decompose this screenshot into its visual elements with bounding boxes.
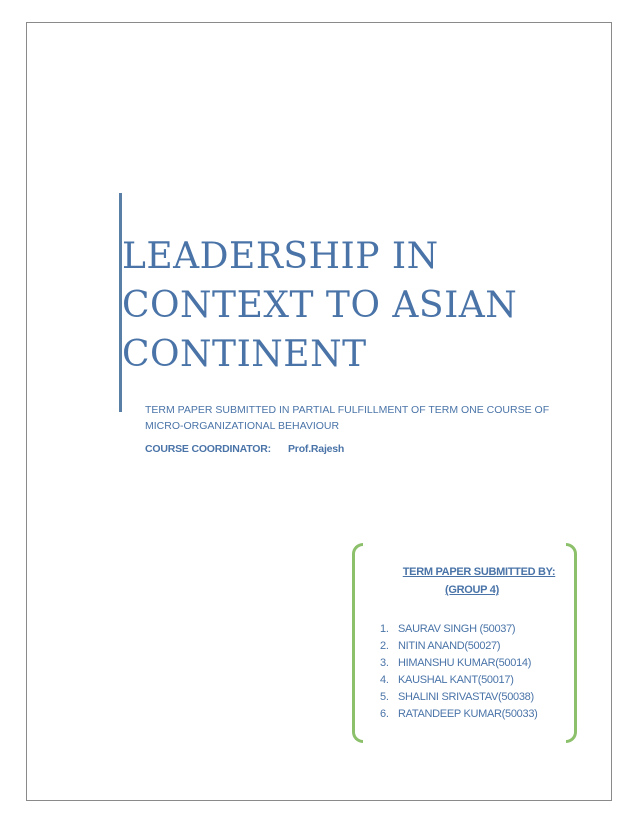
list-number: 4. xyxy=(380,674,389,686)
list-item xyxy=(366,689,564,706)
group-label: (GROUP 4) xyxy=(445,584,499,596)
list-item xyxy=(366,706,564,723)
left-bracket xyxy=(352,543,363,743)
subtitle-line-2: MICRO-ORGANIZATIONAL BEHAVIOUR xyxy=(145,420,340,432)
submitted-by-heading xyxy=(366,563,564,599)
subtitle-line-1: TERM PAPER SUBMITTED IN PARTIAL FULFILLMENT OF TERM ONE COURSE OF xyxy=(145,404,550,416)
member-name: SHALINI SRIVASTAV(50038) xyxy=(398,691,534,703)
list-number: 2. xyxy=(380,640,389,652)
list-item xyxy=(366,672,564,689)
coordinator-name: Prof.Rajesh xyxy=(288,443,345,455)
member-name: RATANDEEP KUMAR(50033) xyxy=(398,708,538,720)
submitted-by-heading-line-1: TERM PAPER SUBMITTED BY: xyxy=(402,566,556,578)
member-name: KAUSHAL KANT(50017) xyxy=(398,674,514,686)
right-bracket xyxy=(566,543,577,743)
list-item xyxy=(366,638,564,655)
title-line-2: CONTEXT TO ASIAN xyxy=(122,285,518,326)
member-name: SAURAV SINGH (50037) xyxy=(398,623,516,635)
submitted-by-box xyxy=(366,563,564,723)
member-name: NITIN ANAND(50027) xyxy=(398,640,501,652)
member-name: HIMANSHU KUMAR(50014) xyxy=(398,657,532,669)
list-item xyxy=(366,655,564,672)
coordinator-label: COURSE COORDINATOR: xyxy=(145,443,271,455)
list-number: 3. xyxy=(380,657,389,669)
member-list xyxy=(366,621,564,723)
course-coordinator xyxy=(145,443,345,455)
title-line-1: LEADERSHIP IN xyxy=(122,236,439,277)
document-title xyxy=(122,232,562,379)
list-number: 1. xyxy=(380,623,389,635)
title-line-3: CONTINENT xyxy=(122,334,367,375)
list-number: 5. xyxy=(380,691,389,703)
list-item xyxy=(366,621,564,638)
list-number: 6. xyxy=(380,708,389,720)
document-subtitle xyxy=(145,402,565,434)
